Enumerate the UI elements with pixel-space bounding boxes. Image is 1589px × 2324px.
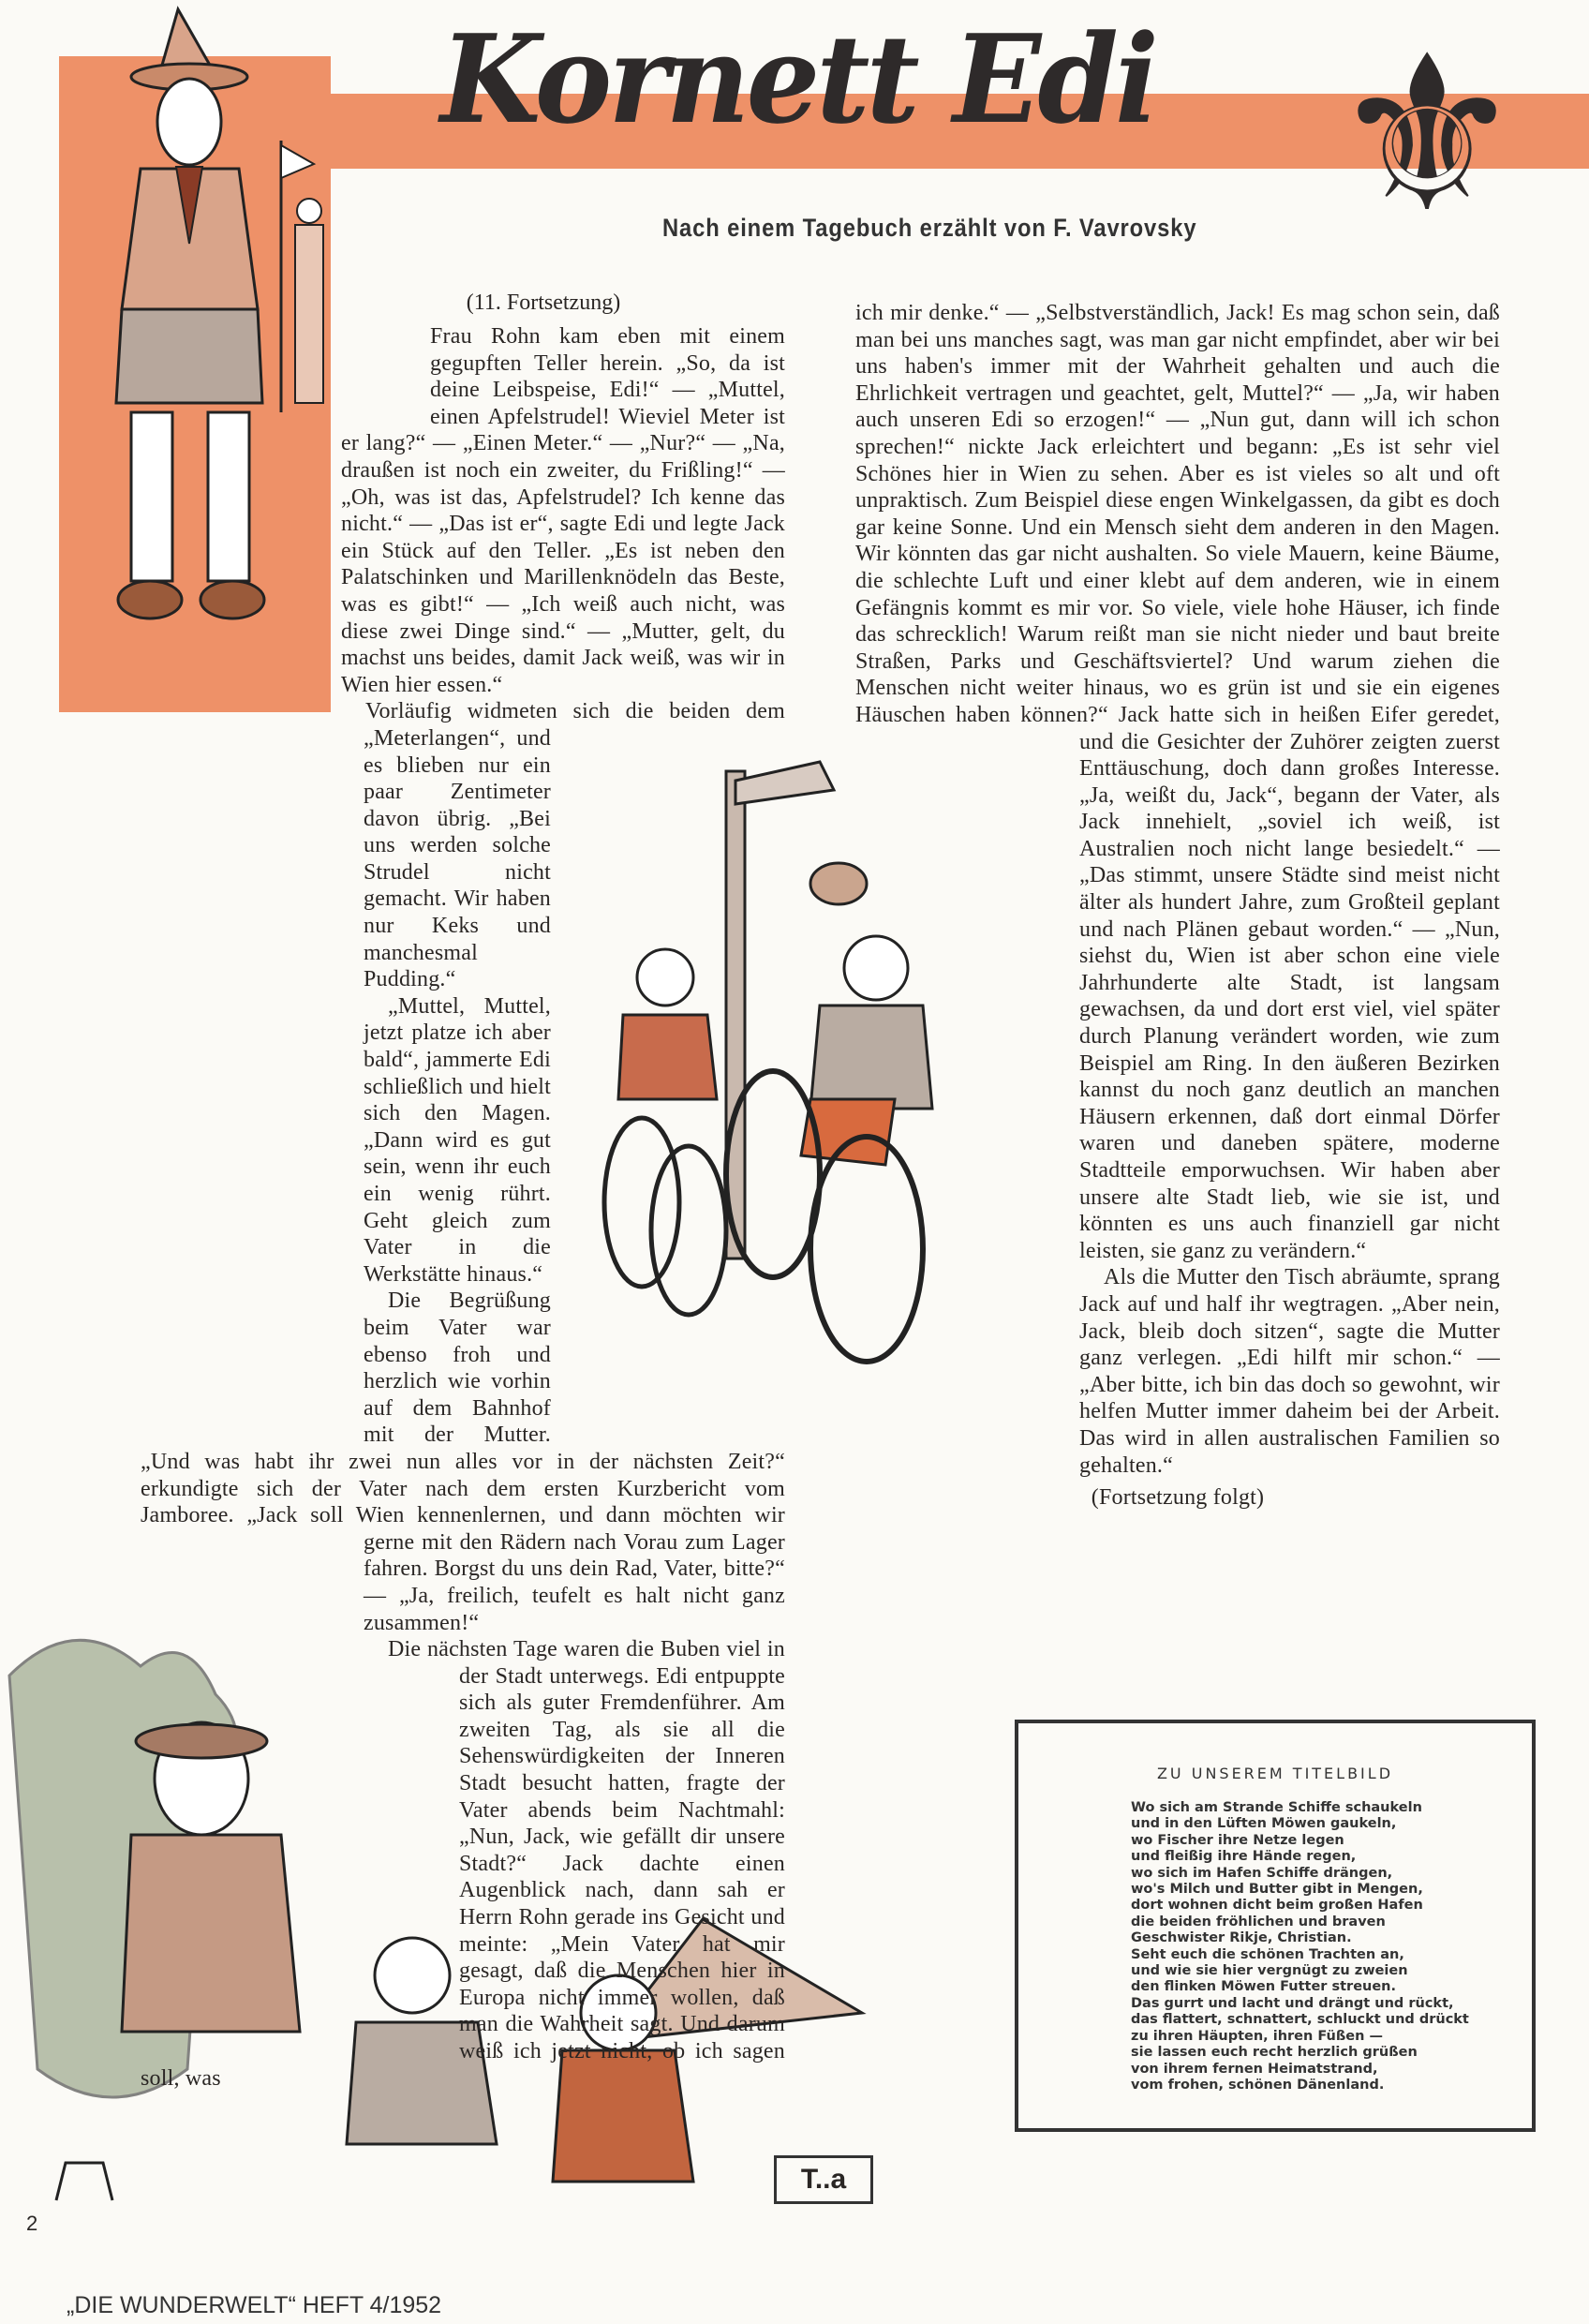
left-column [141,323,785,2092]
paragraph: Die nächsten Tage waren die Buben viel in der Stadt unterwegs. Edi entpuppte sich als guter Fremdenführer. Am zweiten Tag, als sie all die Sehenswürdigkeiten der Inneren Stadt besucht hatten, fragte der Vater abends beim Nachtmahl: „Nun, Jack, wie gefällt dir unsere Stadt?“ Jack dachte einen Augenblick nach, dann sah er Herrn Rohn gerade ins Gesicht und meinte: „Mein Vater hat mir gesagt, daß die Menschen hier in Europa nicht immer wollen, daß man die Wahrheit sagt. Und darum weiß ich jetzt nicht, ob ich sagen soll, was [141,1637,785,2091]
illustrator-signature: T..a [774,2155,873,2204]
poem-line: und in den Lüften Möwen gaukeln, [1131,1816,1397,1832]
poem-line: vom frohen, schönen Dänenland. [1131,2077,1385,2093]
poem-line: wo Fischer ihre Netze legen [1131,1832,1344,1848]
poem-box [1015,1720,1536,2132]
paragraph: Als die Mutter den Tisch abräumte, sprang Jack auf und half ihr wegtragen. „Aber nein, Jack, bleib doch sitzen“, sagte die Mutter ganz verlegen. „Edi hilft mir schon.“ — „Aber bitte, ich bin das doch so gewohnt, wir helfen Mutter immer daheim bei der Arbeit. Das wird in allen australischen Familien so gehalten.“ [1079,1265,1500,1478]
poem-line: von ihrem fernen Heimatstrand, [1131,2061,1378,2077]
to-be-continued: (Fortsetzung folgt) [1091,1485,1265,1511]
paragraph: ich mir denke.“ — „Selbstverständlich, Jack! Es mag schon sein, daß man bei uns manches sagt, was man gar nicht empfindet, aber wir bei uns haben's immer mit der Wahrheit gehalten und auch die Ehrlichkeit vertragen und geachtet, gelt, Muttel?“ — „Ja, wir haben auch unseren Edi so erzogen!“ — „Nun gut, dann will ich schon sprechen!“ nickte Jack erleichtert und begann: „Es ist sehr viel Schönes hier in Wien zu sehen. Aber es ist vieles so alt und oft unpraktisch. Zum Beispiel diese engen Winkelgassen, da gibt es doch gar keine Sonne. Und ein Mensch sieht dem anderen in den Magen. Wir könnten das gar nicht aushalten. So viele Mauern, keine Bäume, die schlechte Luft und einer klebt auf dem anderen, wie in einem Gefängnis kommt es mir vor. So viele, viele hohe Häuser, ich finde das schrecklich! Warum reißt man sie nicht nieder und baut breite Straßen, Parks und Geschäftsviertel? Und warum ziehen die Menschen nicht weiter hinaus, wo es grün ist und sie ein eigenes Häuschen haben können?“ Jack hatte sich in heißen Eifer geredet, und die Gesichter der Zuhörer zeigten zuerst Enttäuschung, doch dann großes Interesse. „Ja, weißt du, Jack“, begann der Vater, als Jack innehielt, „soviel ich weiß, ist Australien noch nicht lange besiedelt.“ — „Das stimmt, unsere Städte sind meist nicht älter als hundert Jahre, zum Großteil geplant und nach Plänen gebaut worden.“ — „Nun, siehst du, Wien ist aber schon eine viele Jahrhunderte alte Stadt, ist langsam gewachsen, da und dort erst viel, viel später durch Planung verändert worden, wie zum Beispiel am Ring. In den äußeren Bezirken kannst du noch ganz deutlich an manchen Häusern erkennen, daß dort einmal Dörfer waren und daneben spätere, moderne Stadtteile emporwuchsen. Wir haben aber unsere alte Stadt lieb, wie sie ist, und könnten es uns auch finanziell gar nicht leisten, sie ganz zu verändern.“ [855,301,1500,1263]
poem-line: Seht euch die schönen Trachten an, [1131,1946,1404,1962]
poem-line: Das gurrt und lacht und drängt und rückt, [1131,1995,1454,2011]
poem-line: Wo sich am Strande Schiffe schaukeln [1131,1800,1422,1815]
poem-title: ZU UNSEREM TITELBILD [1156,1765,1394,1782]
poem-line: zu ihren Häupten, ihren Füßen — [1131,2028,1384,2044]
publication-footer: „DIE WUNDERWELT“ HEFT 4/1952 [67,2292,442,2318]
poem-line: den flinken Möwen Futter streuen. [1131,1979,1397,1995]
poem-line: Geschwister Rikje, Christian. [1131,1930,1352,1946]
poem-line: sie lassen euch recht herzlich grüßen [1131,2045,1418,2061]
article-subtitle: Nach einem Tagebuch erzählt von F. Vavrovsky [662,214,1197,242]
poem-line: dort wohnen dicht beim großen Hafen [1131,1898,1423,1914]
right-column [855,300,1500,1512]
fleur-de-lis-icon: ⚜ [1330,10,1524,261]
poem-line: das flattert, schnattert, schluckt und drückt [1131,2012,1469,2028]
page-number: 2 [26,2212,38,2235]
continuation-label: (11. Fortsetzung) [466,290,621,315]
poem-line: und fleißig ihre Hände regen, [1131,1849,1357,1865]
paragraph: Die Begrüßung beim Vater war ebenso froh und herzlich wie vorhin auf dem Bahnhof mit der Mutter. „Und was habt ihr zwei nun alles vor in der nächsten Zeit?“ erkundigte sich der Vater nach dem ersten Kurzbericht vom Jamboree. „Jack soll Wien kennenlernen, und dann möchten wir gerne mit den Rädern nach Vorau zum Lager fahren. Borgst du uns dein Rad, Vater, bitte?“ — „Ja, freilich, teufelt es halt nicht ganz zusammen!“ [141,1289,785,1635]
paragraph: „Muttel, Muttel, jetzt platze ich aber bald“, jammerte Edi schließlich und hielt sich den Magen. „Dann wird es gut sein, wenn ihr euch ein wenig rührt. Geht gleich zum Vater in die Werkstätte hinaus.“ [364,993,551,1287]
poem-line: die beiden fröhlichen und braven [1131,1914,1386,1929]
poem-line: wo's Milch und Butter gibt in Mengen, [1131,1882,1423,1898]
paragraph: Vorläufig widmeten sich die beiden dem „Meterlangen“, und es blieben nur ein paar Zentimeter davon übrig. „Bei uns werden solche Strudel nicht gemacht. Wir haben nur Keks und manchesmal Pudding.“ [364,699,785,992]
poem-text [1131,1800,1469,2093]
article-title: Kornett Edi [440,7,1156,151]
paragraph: Frau Rohn kam eben mit einem gegupften Teller herein. „So, da ist deine Leibspeise, Edi!“ — „Muttel, einen Apfelstrudel! Wieviel Meter ist er lang?“ — „Einen Meter.“ — „Nur?“ — „Na, draußen ist noch ein zweiter, du Frißling!“ — „Oh, was ist das, Apfelstrudel? Ich kenne das nicht.“ — „Das ist er“, sagte Edi und legte Jack ein Stück auf den Teller. „Es ist neben den Palatschinken und Marillenknödeln das Beste, was es gibt!“ — „Ich weiß auch nicht, was diese zwei Dinge sind.“ — „Mutter, gelt, du machst uns beides, damit Jack weiß, was wir in Wien hier essen.“ [341,324,785,697]
poem-line: und wie sie hier vergnügt zu zweien [1131,1963,1408,1979]
poem-line: wo sich im Hafen Schiffe drängen, [1131,1865,1393,1881]
